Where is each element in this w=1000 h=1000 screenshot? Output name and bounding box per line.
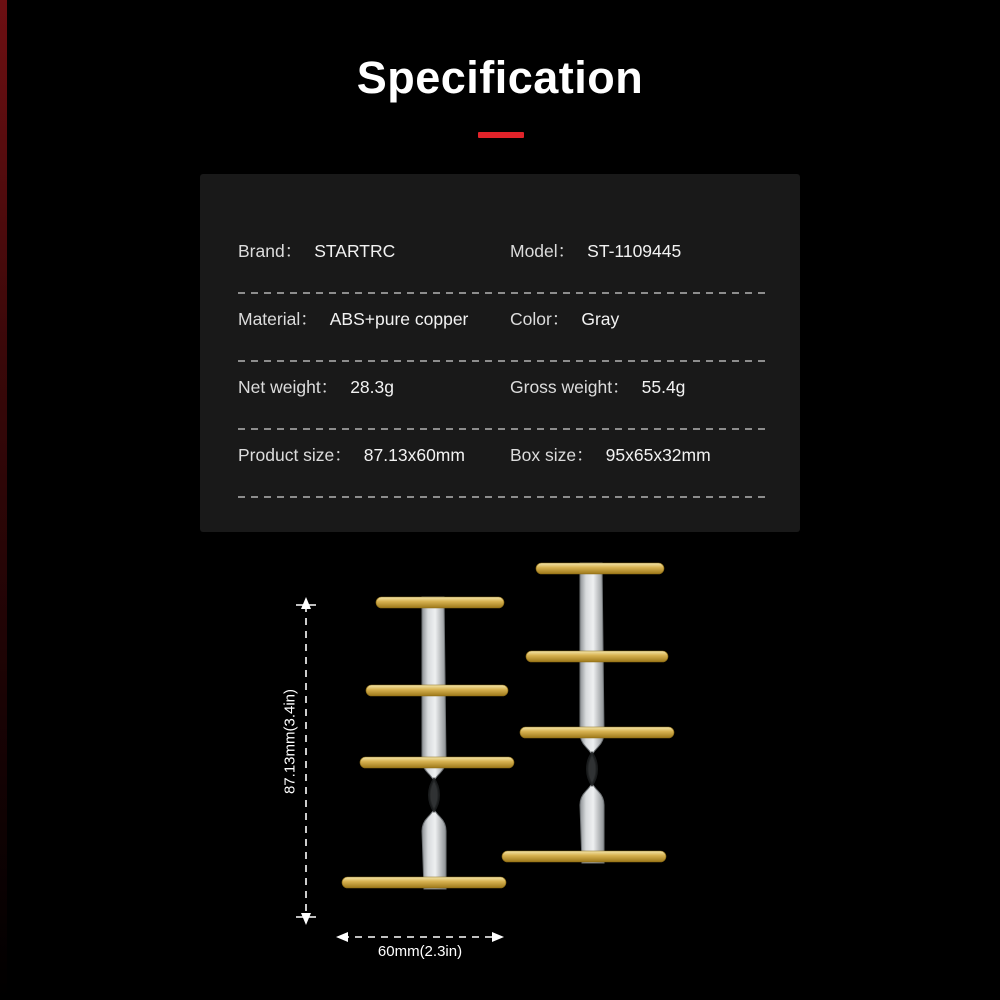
spec-cell-gross-weight (510, 374, 766, 399)
spec-cell-box-size (510, 442, 766, 467)
spec-cell-material (238, 306, 510, 331)
yagi-antenna-pair-image (240, 545, 760, 975)
spec-value: 95x65x32mm (605, 444, 711, 465)
spec-cell-net-weight (238, 374, 510, 399)
table-row (238, 294, 766, 362)
height-dimension-label: 87.13mm(3.4in) (281, 688, 299, 795)
spec-value: ST-1109445 (587, 240, 682, 261)
spec-value: 28.3g (350, 376, 394, 397)
table-row (238, 362, 766, 430)
product-illustration (240, 545, 760, 975)
spec-cell-product-size (238, 442, 510, 467)
specification-table (238, 226, 766, 498)
spec-value: Gray (581, 308, 620, 329)
page-title: Specification (356, 52, 644, 103)
spec-cell-brand (238, 238, 510, 263)
title-underline (478, 132, 524, 138)
spec-label: Color： (510, 308, 570, 329)
spec-label: Model： (510, 240, 576, 261)
spec-label: Product size： (238, 444, 352, 465)
spec-value: ABS+pure copper (329, 308, 469, 329)
spec-label: Brand： (238, 240, 303, 261)
spec-label: Box size： (510, 444, 594, 465)
table-row (238, 226, 766, 294)
width-dimension-label: 60mm(2.3in) (377, 943, 463, 960)
spec-label: Net weight： (238, 376, 339, 397)
specification-card (200, 174, 800, 532)
left-edge-accent (0, 0, 7, 1000)
spec-label: Material： (238, 308, 318, 329)
spec-cell-color (510, 306, 766, 331)
row-divider (238, 496, 766, 498)
spec-cell-model (510, 238, 766, 263)
table-row (238, 430, 766, 498)
spec-value: STARTRC (314, 240, 396, 261)
spec-value: 87.13x60mm (363, 444, 465, 465)
spec-value: 55.4g (641, 376, 686, 397)
spec-label: Gross weight： (510, 376, 630, 397)
